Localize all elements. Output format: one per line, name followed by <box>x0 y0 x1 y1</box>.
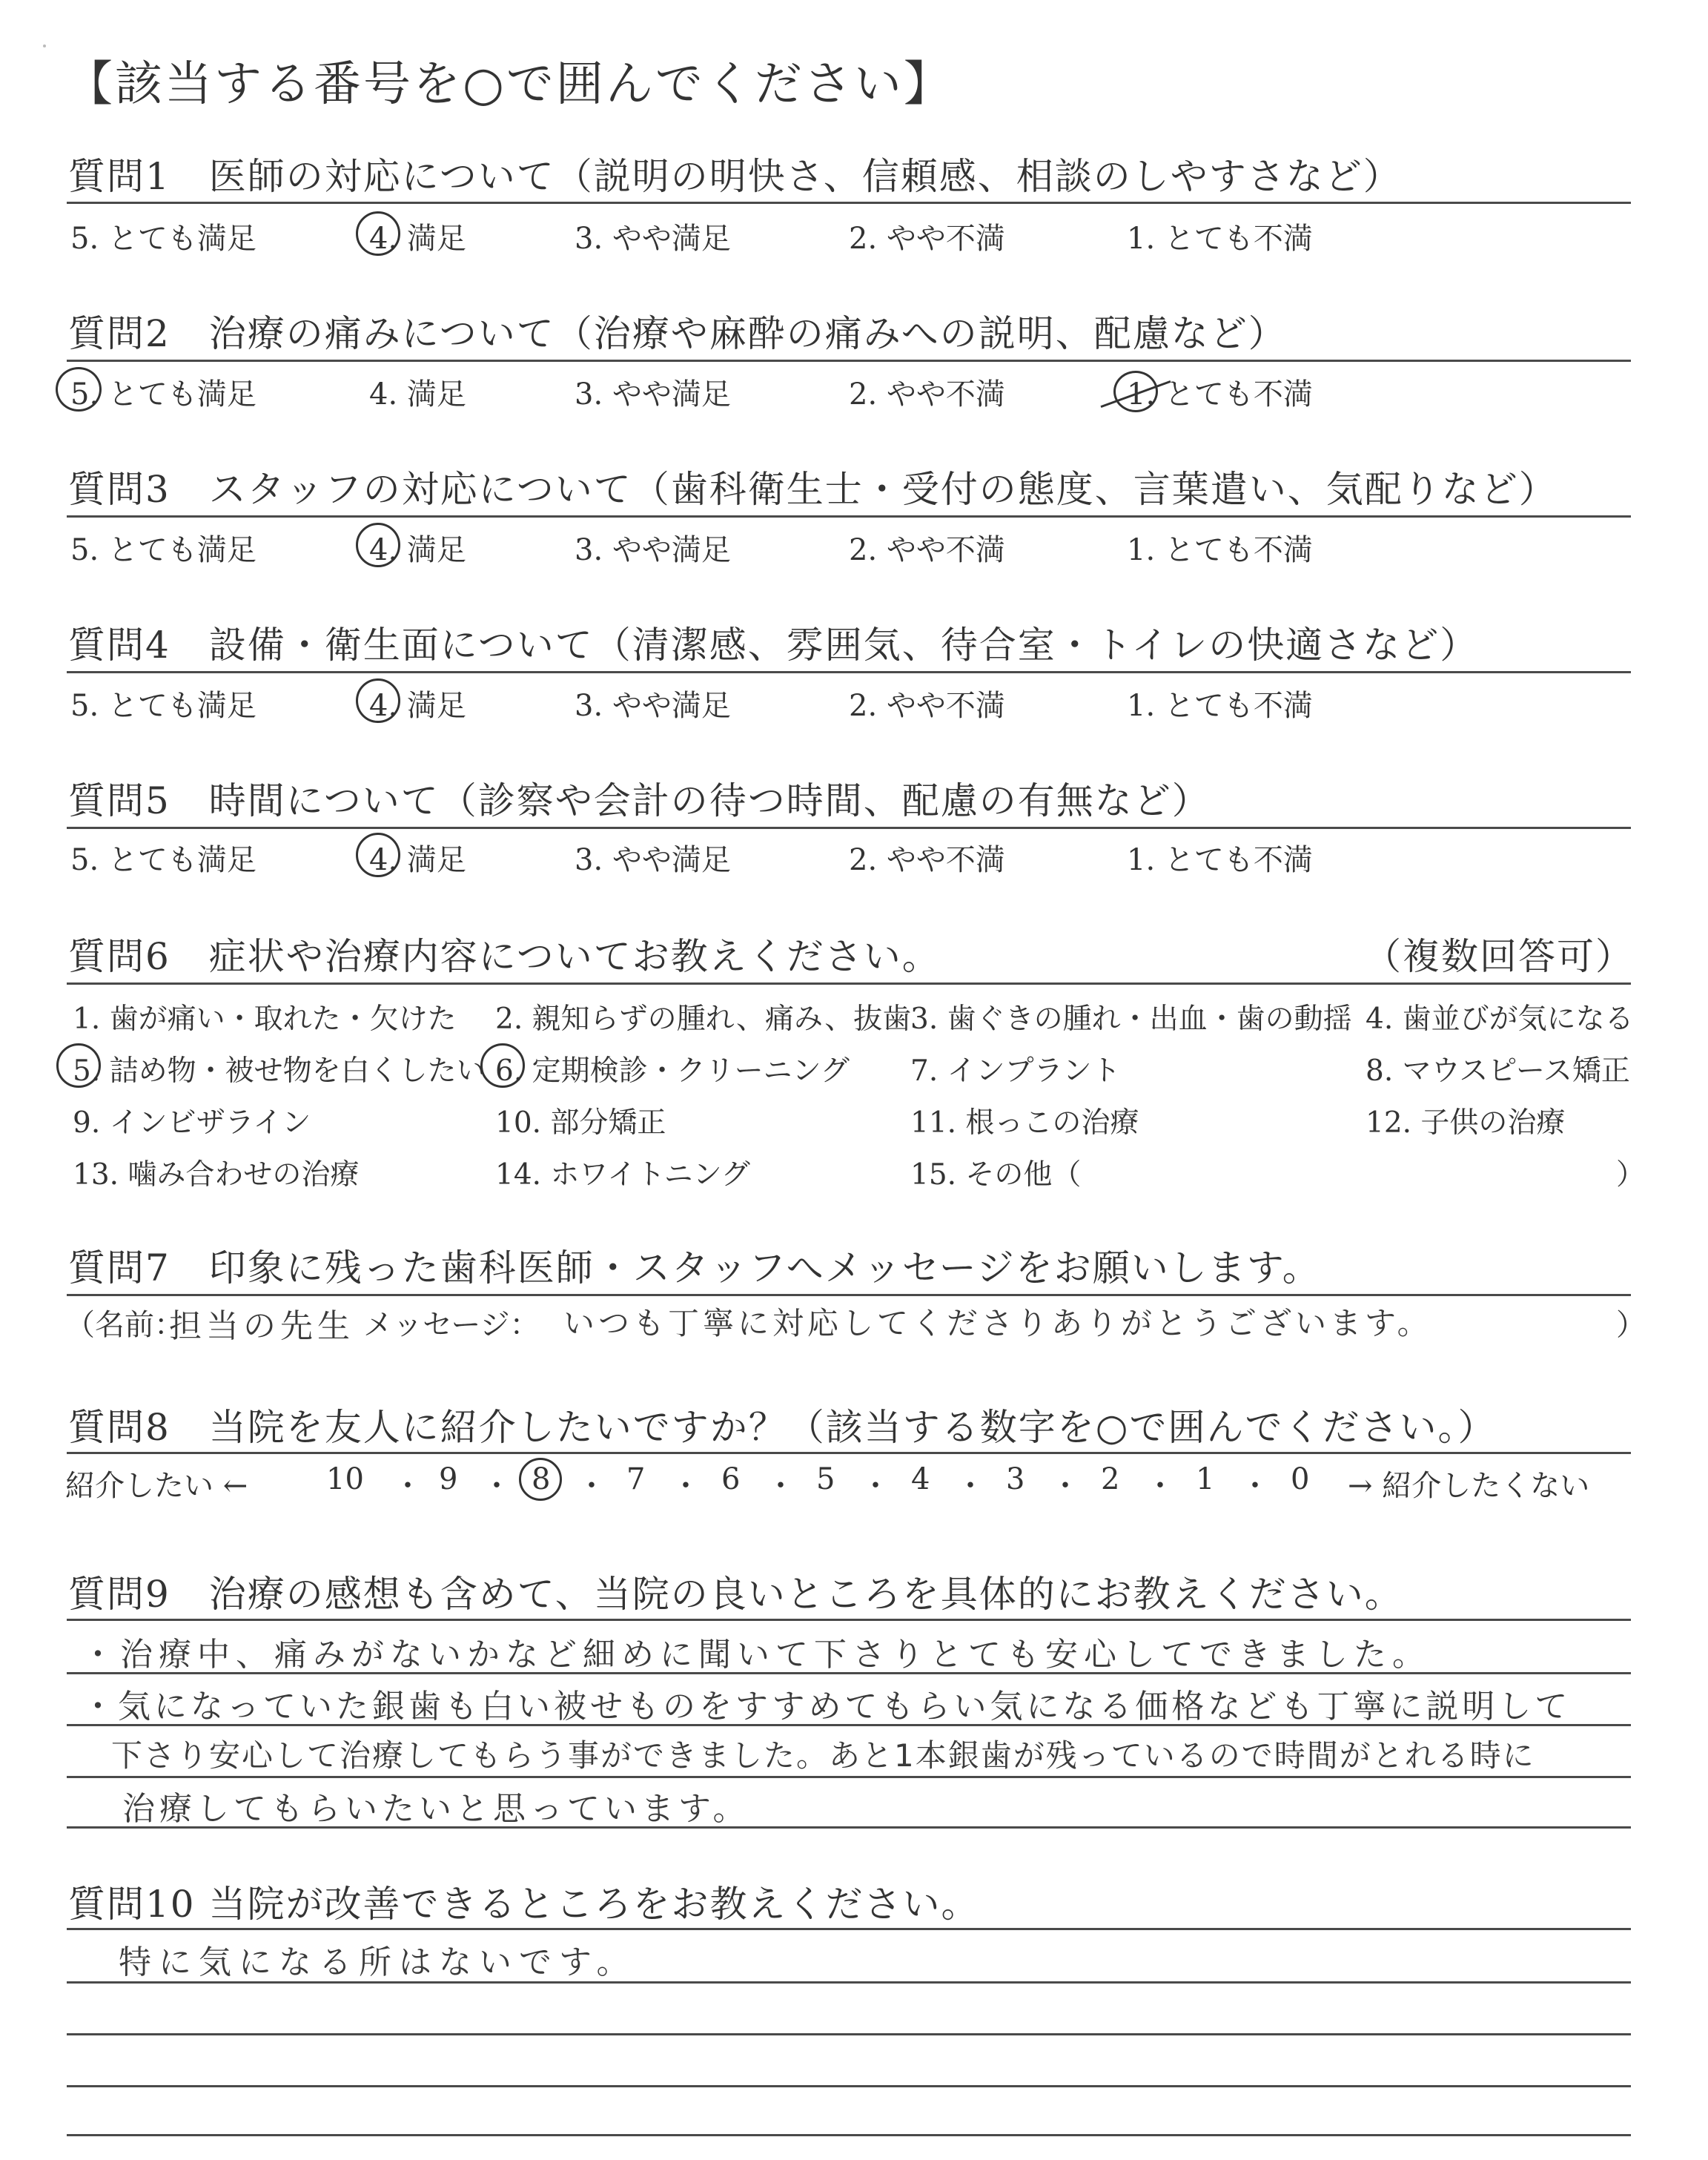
q8-dot: ・ <box>956 1469 985 1503</box>
q10-rule-5 <box>67 2134 1631 2136</box>
q8-dot: ・ <box>766 1469 795 1503</box>
q4-heading: 質問4 設備・衛生面について（清潔感、雰囲気、待合室・トイレの快適さなど） <box>68 624 1479 667</box>
q10-answer-line-1[interactable]: 特に気になる所はないです。 <box>119 1943 637 1981</box>
q6-item-6[interactable]: 6. 定期検診・クリーニング <box>495 1054 850 1088</box>
q8-value-2[interactable]: 2 <box>1101 1462 1120 1496</box>
q10-rule-4 <box>67 2085 1631 2087</box>
q6-item-9[interactable]: 9. インビザライン <box>73 1106 311 1140</box>
q2-option-5[interactable]: 5. とても満足 <box>70 377 256 412</box>
q8-dot: ・ <box>1145 1469 1175 1503</box>
q1-option-2[interactable]: 2. やや不満 <box>849 222 1005 256</box>
q4-circle-mark <box>356 678 400 723</box>
q6-item-14[interactable]: 14. ホワイトニング <box>495 1158 750 1192</box>
q1-option-1[interactable]: 1. とても不満 <box>1127 222 1313 256</box>
q1-rule <box>67 202 1631 204</box>
q6-item-5[interactable]: 5. 詰め物・被せ物を白くしたい <box>73 1054 486 1088</box>
q6-item-8[interactable]: 8. マウスピース矯正 <box>1366 1054 1630 1088</box>
q6-item-10[interactable]: 10. 部分矯正 <box>495 1106 666 1140</box>
q2-option-4[interactable]: 4. 満足 <box>369 377 466 412</box>
q10-rule-3 <box>67 2033 1631 2035</box>
q1-heading: 質問1 医師の対応について（説明の明快さ、信頼感、相談のしやすさなど） <box>68 155 1402 198</box>
q8-dot: ・ <box>1240 1469 1270 1503</box>
q2-rule <box>67 360 1631 362</box>
q3-rule <box>67 515 1631 518</box>
q5-option-1[interactable]: 1. とても不満 <box>1127 843 1313 877</box>
q6-heading: 質問6 症状や治療内容についてお教えください。 <box>68 935 941 978</box>
q9-heading: 質問9 治療の感想も含めて、当院の良いところを具体的にお教えください。 <box>68 1573 1403 1616</box>
q7-heading: 質問7 印象に残った歯科医師・スタッフへメッセージをお願いします。 <box>68 1246 1321 1289</box>
q8-left-label: 紹介したい ← <box>65 1469 248 1503</box>
q8-value-3[interactable]: 3 <box>1006 1462 1025 1496</box>
q9-answer-line-1[interactable]: ・治療中、痛みがないかなど細めに聞いて下さりとても安心してできました。 <box>82 1636 1431 1674</box>
q8-value-8[interactable]: 8 <box>532 1462 551 1496</box>
q4-rule <box>67 671 1631 673</box>
q6-item-11[interactable]: 11. 根っこの治療 <box>910 1106 1139 1140</box>
q6-item-15[interactable]: 15. その他（ <box>910 1158 1082 1192</box>
q2-option-2[interactable]: 2. やや不満 <box>849 377 1005 412</box>
q2-option-1[interactable]: 1. とても不満 <box>1127 377 1313 412</box>
q6-item-7[interactable]: 7. インプラント <box>910 1054 1121 1088</box>
q6-item-2[interactable]: 2. 親知らずの腫れ、痛み、抜歯 <box>495 1003 912 1036</box>
q9-answer-line-3[interactable]: 下さり安心して治療してもらう事ができました。あと1本銀歯が残っているので時間がとれる時に <box>111 1737 1535 1774</box>
q6-item-12[interactable]: 12. 子供の治療 <box>1366 1106 1566 1140</box>
q4-option-5[interactable]: 5. とても満足 <box>70 689 256 723</box>
q3-option-5[interactable]: 5. とても満足 <box>70 533 256 567</box>
q3-option-3[interactable]: 3. やや満足 <box>575 533 731 567</box>
q6-circle-mark-5 <box>56 1043 101 1088</box>
q8-dot: ・ <box>577 1469 606 1503</box>
q8-value-9[interactable]: 9 <box>439 1462 458 1496</box>
q6-note: （複数回答可） <box>1364 935 1634 978</box>
q7-message-value[interactable]: いつも丁寧に対応してくださりありがとうございます。 <box>563 1305 1432 1341</box>
q8-dot: ・ <box>393 1469 423 1503</box>
q8-rule <box>67 1452 1631 1454</box>
q5-option-5[interactable]: 5. とても満足 <box>70 843 256 877</box>
q2-cancelled-circle-mark <box>1113 371 1158 412</box>
q7-close-paren: ） <box>1616 1308 1646 1342</box>
q8-value-6[interactable]: 6 <box>721 1462 741 1496</box>
scan-speck <box>43 44 46 47</box>
q8-dot: ・ <box>861 1469 890 1503</box>
q10-heading: 質問10 当院が改善できるところをお教えください。 <box>68 1883 980 1926</box>
q2-heading: 質問2 治療の痛みについて（治療や麻酔の痛みへの説明、配慮など） <box>68 312 1287 355</box>
q9-rule-4 <box>67 1776 1631 1778</box>
q2-circle-mark <box>56 367 102 412</box>
q1-option-4[interactable]: 4. 満足 <box>369 222 466 256</box>
q3-heading: 質問3 スタッフの対応について（歯科衛生士・受付の態度、言葉遣い、気配りなど） <box>68 468 1558 511</box>
q9-rule-1 <box>67 1619 1631 1621</box>
q8-right-label: → 紹介したくない <box>1348 1469 1590 1503</box>
q6-item-1[interactable]: 1. 歯が痛い・取れた・欠けた <box>73 1003 457 1036</box>
q8-dot: ・ <box>482 1469 512 1503</box>
q8-value-4[interactable]: 4 <box>911 1462 930 1496</box>
q1-circle-mark <box>356 211 400 256</box>
q6-item-3[interactable]: 3. 歯ぐきの腫れ・出血・歯の動揺 <box>910 1003 1352 1036</box>
q5-option-3[interactable]: 3. やや満足 <box>575 843 731 877</box>
q8-dot: ・ <box>671 1469 701 1503</box>
q6-item-15-close: ） <box>1616 1158 1646 1192</box>
q6-item-13[interactable]: 13. 噛み合わせの治療 <box>73 1158 360 1192</box>
q3-circle-mark <box>356 523 400 567</box>
q1-option-5[interactable]: 5. とても満足 <box>70 222 256 256</box>
q6-circle-mark-6 <box>480 1043 525 1088</box>
q5-option-4[interactable]: 4. 満足 <box>369 843 466 877</box>
q8-value-5[interactable]: 5 <box>816 1462 835 1496</box>
q5-heading: 質問5 時間について（診察や会計の待つ時間、配慮の有無など） <box>68 779 1211 822</box>
q8-value-0[interactable]: 0 <box>1291 1462 1310 1496</box>
q9-answer-line-2[interactable]: ・気になっていた銀歯も白い被せものをすすめてもらい気になる価格なども丁寧に説明して <box>82 1688 1572 1725</box>
q5-rule <box>67 827 1631 829</box>
q8-value-7[interactable]: 7 <box>626 1462 646 1496</box>
page-title: 【該当する番号を○で囲んでください】 <box>65 57 953 112</box>
q6-item-4[interactable]: 4. 歯並びが気になる <box>1366 1003 1634 1036</box>
q8-heading: 質問8 当院を友人に紹介したいですか？（該当する数字を○で囲んでください。） <box>68 1406 1497 1449</box>
q7-message-label: メッセージ： <box>363 1308 540 1342</box>
q3-option-2[interactable]: 2. やや不満 <box>849 533 1005 567</box>
q7-name-label: （名前： <box>65 1308 184 1342</box>
q7-name-value[interactable]: 担当の先生 <box>169 1307 354 1345</box>
q4-option-3[interactable]: 3. やや満足 <box>575 689 731 723</box>
q7-rule <box>67 1294 1631 1296</box>
q10-rule-1 <box>67 1928 1631 1930</box>
q9-answer-line-4[interactable]: 治療してもらいたいと思っています。 <box>122 1790 750 1828</box>
q1-option-3[interactable]: 3. やや満足 <box>575 222 731 256</box>
q8-value-10[interactable]: 10 <box>326 1462 364 1496</box>
q4-option-1[interactable]: 1. とても不満 <box>1127 689 1313 723</box>
q5-circle-mark <box>356 833 400 877</box>
q5-option-2[interactable]: 2. やや不満 <box>849 843 1005 877</box>
q6-rule <box>67 982 1631 985</box>
q8-circle-mark <box>519 1458 562 1501</box>
q8-dot: ・ <box>1050 1469 1080 1503</box>
q2-option-3[interactable]: 3. やや満足 <box>575 377 731 412</box>
q4-option-4[interactable]: 4. 満足 <box>369 689 466 723</box>
q3-option-1[interactable]: 1. とても不満 <box>1127 533 1313 567</box>
q3-option-4[interactable]: 4. 満足 <box>369 533 466 567</box>
q4-option-2[interactable]: 2. やや不満 <box>849 689 1005 723</box>
q8-value-1[interactable]: 1 <box>1196 1462 1215 1496</box>
